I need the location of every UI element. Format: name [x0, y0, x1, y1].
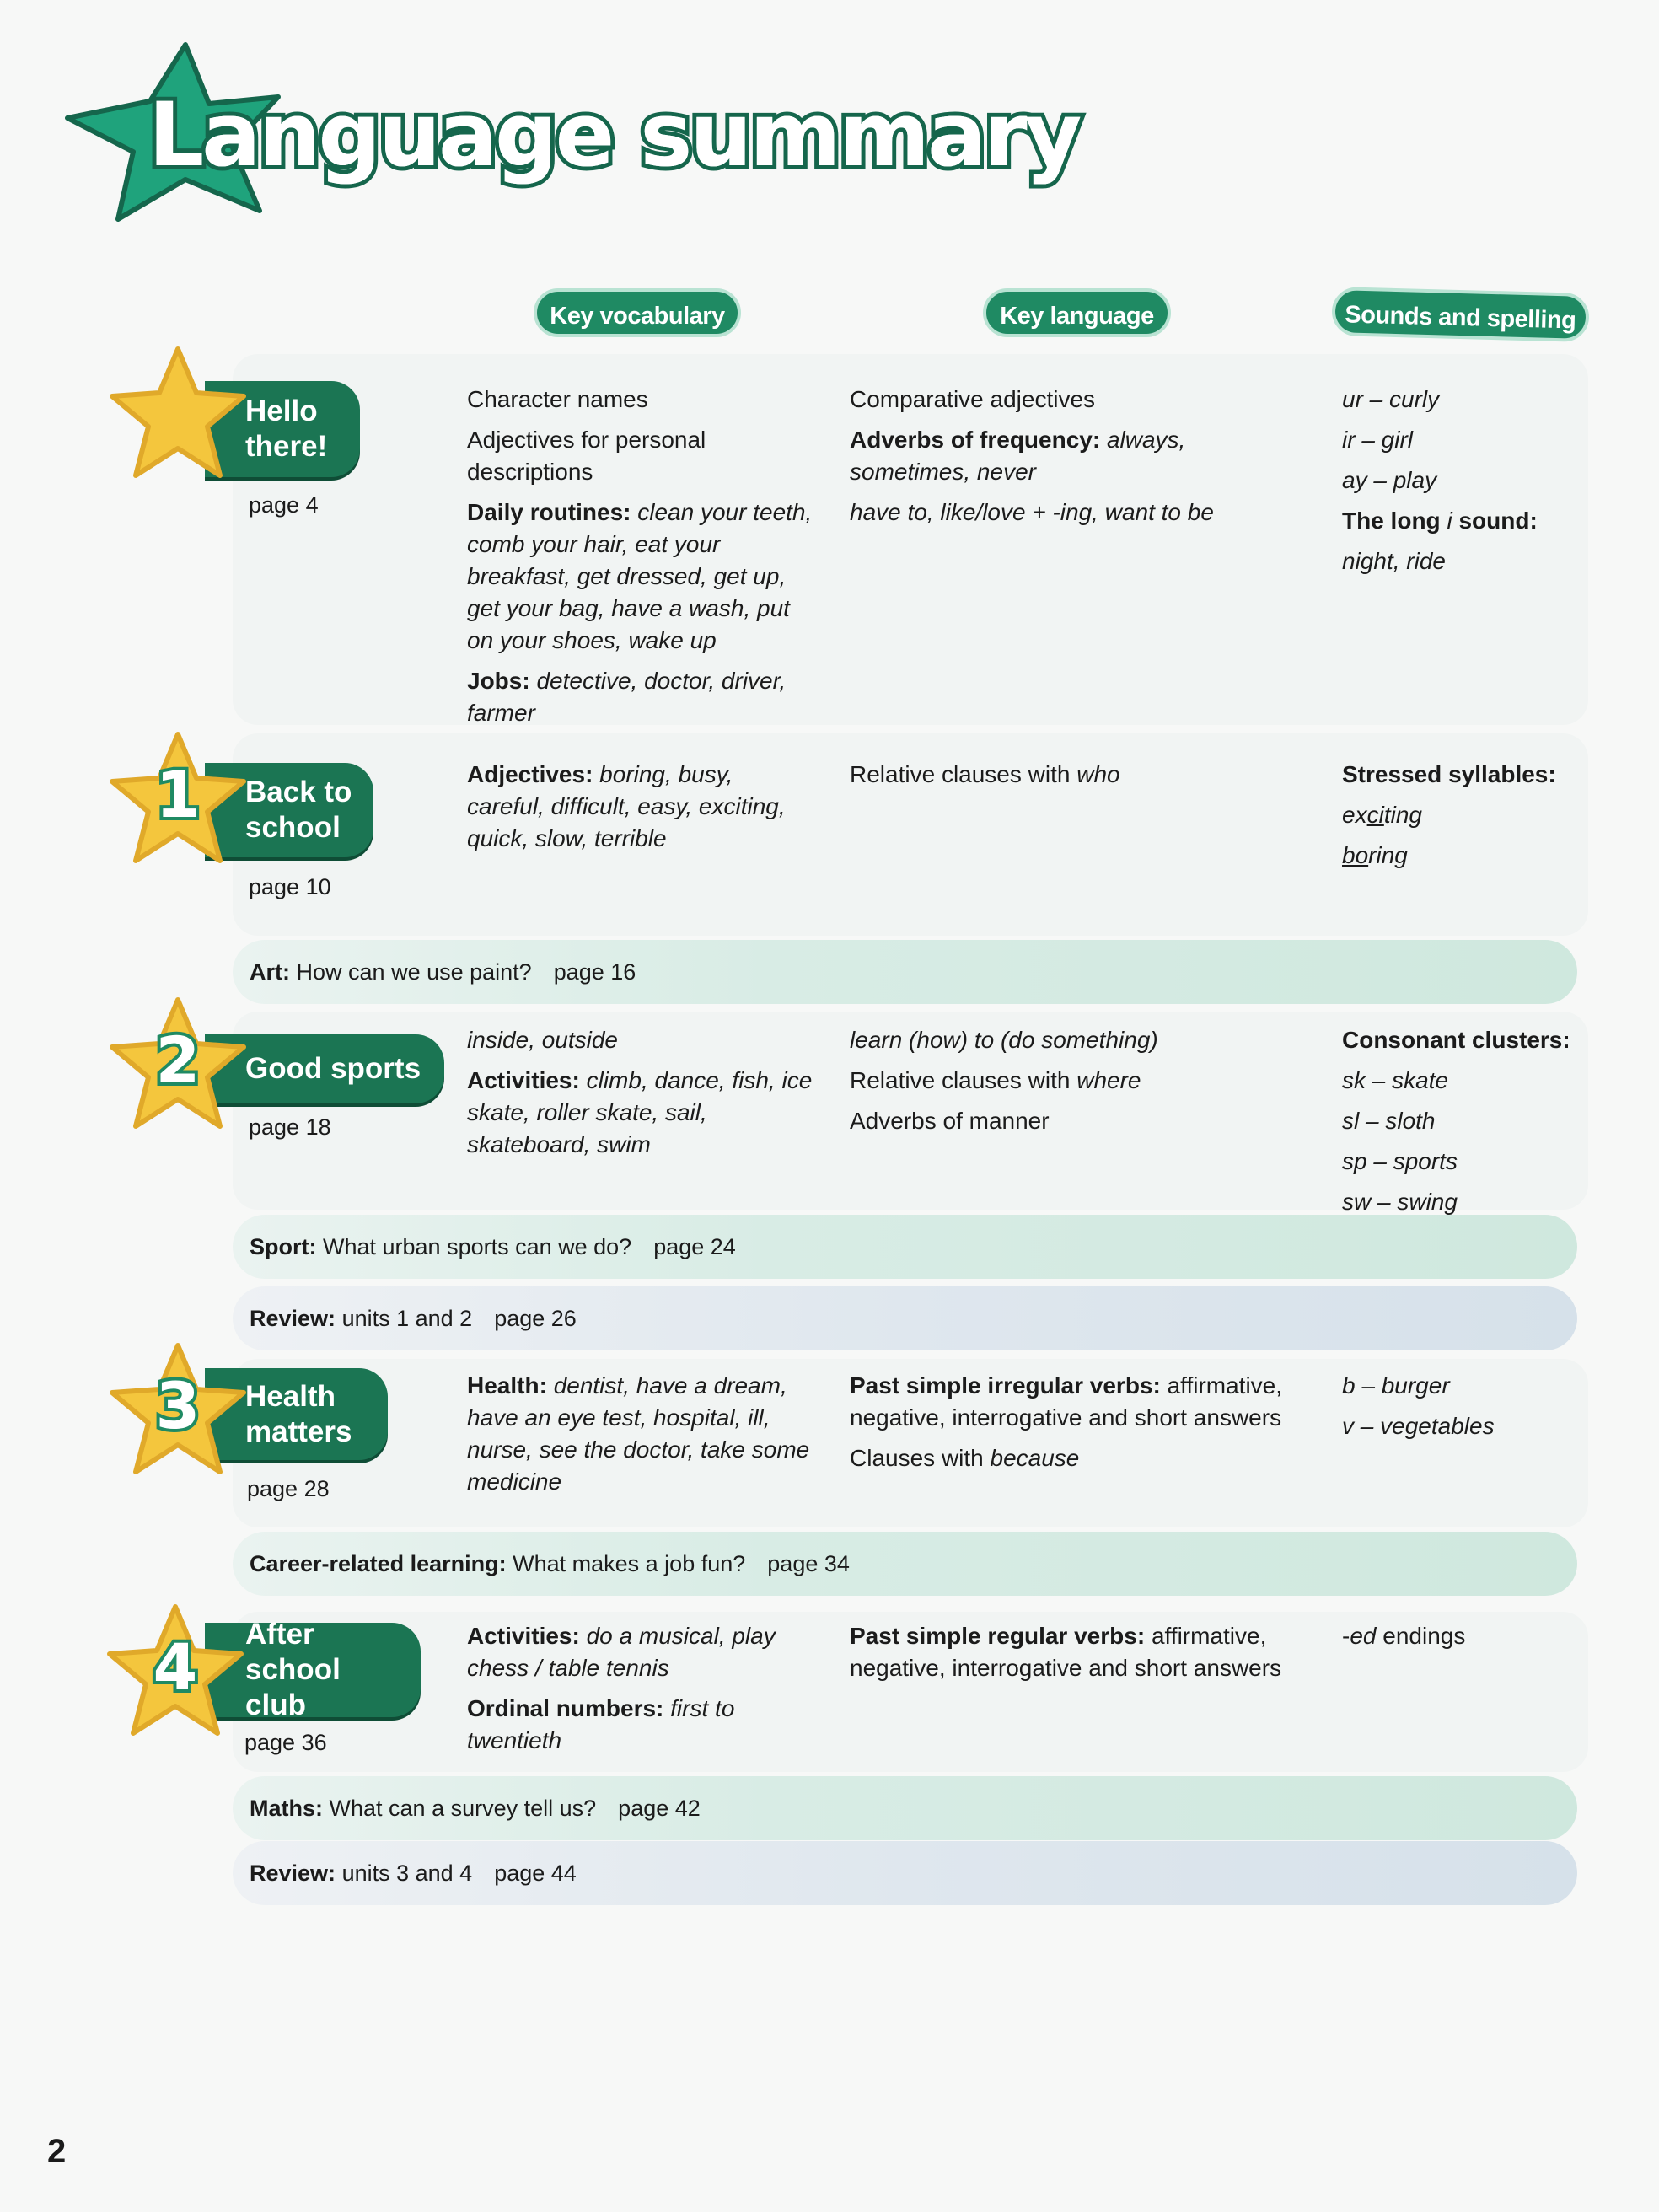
vocabulary-cell [467, 759, 813, 863]
unit-number: 3 [155, 1368, 201, 1443]
text-segment: have to, like/love + -ing, want to be [850, 499, 1214, 525]
band-page-link[interactable]: page 34 [767, 1551, 850, 1576]
column-header-key-vocabulary: Key vocabulary [534, 288, 741, 337]
text-segment: i [1447, 507, 1452, 534]
vocabulary-cell [467, 1024, 813, 1169]
vocabulary-cell [467, 1370, 813, 1506]
text-segment: ed [1350, 1623, 1377, 1649]
language-entry [850, 1024, 1305, 1056]
text-segment: Ordinal numbers: [467, 1695, 671, 1721]
sounds-entry [1342, 1410, 1587, 1442]
sounds-entry [1342, 424, 1587, 456]
vocabulary-entry [467, 424, 813, 488]
language-cell [850, 1370, 1305, 1483]
band-label: Maths: [250, 1796, 323, 1821]
text-segment: Health: [467, 1372, 554, 1399]
text-segment: Clauses with [850, 1445, 991, 1471]
band-label: Career-related learning: [250, 1551, 507, 1576]
text-segment: do a musical, play chess / table tennis [467, 1623, 776, 1681]
band-page-link[interactable]: page 26 [494, 1306, 577, 1331]
text-segment: sk – skate [1342, 1067, 1449, 1093]
band-text: What urban sports can we do? [323, 1234, 632, 1259]
sounds-entry [1342, 759, 1587, 791]
sounds-entry [1342, 384, 1587, 416]
text-segment: night, ride [1342, 548, 1446, 574]
text-segment: because [990, 1445, 1080, 1471]
unit-page-link[interactable]: page 28 [247, 1476, 330, 1501]
vocabulary-entry [467, 1024, 813, 1056]
band-text: units 1 and 2 [341, 1306, 473, 1331]
text-segment: climb, dance, fish, ice skate, roller skate, sail, skateboard, swim [467, 1067, 813, 1157]
text-segment: ur – curly [1342, 386, 1440, 412]
vocabulary-cell [467, 384, 813, 738]
text-segment: where [1076, 1067, 1141, 1093]
language-cell [850, 759, 1305, 799]
star-icon [105, 344, 250, 483]
text-segment: dentist, have a dream, have an eye test, hospital, ill, nurse, see the doctor, take some medicine [467, 1372, 810, 1495]
text-segment: v – vegetables [1342, 1413, 1495, 1439]
text-segment: Relative clauses with [850, 761, 1077, 787]
cross-curricular-band[interactable] [233, 940, 1577, 1004]
sounds-entry [1342, 545, 1587, 577]
language-cell [850, 1620, 1305, 1693]
language-entry [850, 1105, 1305, 1137]
language-entry [850, 384, 1305, 416]
sounds-entry [1342, 1186, 1587, 1218]
band-label: Review: [250, 1860, 336, 1886]
text-segment: ir – girl [1342, 427, 1414, 453]
vocabulary-entry [467, 384, 813, 416]
text-segment: Adjectives: [467, 761, 600, 787]
text-segment: Adjectives for personal descriptions [467, 427, 706, 485]
text-segment: detective, doctor, driver, farmer [467, 668, 787, 726]
text-segment: Activities: [467, 1067, 587, 1093]
unit-title-line: school club [245, 1653, 341, 1721]
language-entry [850, 1370, 1305, 1434]
unit-number: 1 [155, 757, 201, 832]
sounds-cell [1342, 1620, 1587, 1661]
language-entry [850, 1442, 1305, 1474]
band-text: units 3 and 4 [341, 1860, 473, 1886]
band-text: How can we use paint? [296, 959, 532, 985]
sounds-entry [1342, 799, 1587, 831]
text-segment: Past simple regular verbs: [850, 1623, 1152, 1649]
text-segment: Jobs: [467, 668, 537, 694]
text-segment: bo [1342, 842, 1369, 868]
text-segment: Activities: [467, 1623, 587, 1649]
text-segment: first to twentieth [467, 1695, 735, 1753]
language-entry [850, 424, 1305, 488]
band-page-link[interactable]: page 42 [618, 1796, 701, 1821]
unit-page-link[interactable]: page 18 [249, 1114, 331, 1140]
sounds-cell [1342, 1024, 1587, 1227]
band-label: Sport: [250, 1234, 317, 1259]
sounds-entry [1342, 840, 1587, 872]
text-segment: ting [1383, 802, 1422, 828]
sounds-cell [1342, 384, 1587, 586]
unit-number: 4 [153, 1629, 198, 1705]
unit-title-line: After [245, 1618, 314, 1651]
unit-page-link[interactable]: page 36 [244, 1730, 327, 1755]
unit-title-line: Health [245, 1379, 336, 1413]
unit-title-line: there! [245, 430, 328, 463]
text-segment: ci [1366, 802, 1384, 828]
cross-curricular-band[interactable] [233, 1841, 1577, 1905]
vocabulary-entry [467, 497, 813, 657]
cross-curricular-band[interactable] [233, 1286, 1577, 1350]
vocabulary-entry [467, 759, 813, 855]
text-segment: ring [1368, 842, 1408, 868]
language-entry [850, 497, 1305, 529]
band-text: What can a survey tell us? [329, 1796, 597, 1821]
cross-curricular-band[interactable] [233, 1776, 1577, 1840]
language-cell [850, 1024, 1305, 1146]
language-entry [850, 759, 1305, 791]
page-title: Language summary [148, 83, 1080, 186]
text-segment: endings [1376, 1623, 1466, 1649]
sounds-entry [1342, 1105, 1587, 1137]
cross-curricular-band[interactable] [233, 1215, 1577, 1279]
text-segment: who [1076, 761, 1120, 787]
unit-title-line: matters [245, 1415, 352, 1448]
sounds-entry [1342, 1024, 1587, 1056]
text-segment: Past simple irregular verbs: [850, 1372, 1168, 1399]
text-segment: always, sometimes, never [850, 427, 1186, 485]
text-segment: The long [1342, 507, 1447, 534]
text-segment: clean your teeth, comb your hair, eat your breakfast, get dressed, get up, get your bag, have a wash, put on your shoes, wake up [467, 499, 813, 653]
unit-title-line: Back to [245, 776, 352, 808]
text-segment: sound: [1452, 507, 1538, 534]
text-segment: Comparative adjectives [850, 386, 1096, 412]
text-segment: sl – sloth [1342, 1108, 1436, 1134]
sounds-entry [1342, 505, 1587, 537]
unit-number: 2 [155, 1023, 201, 1098]
text-segment: affirmative, negative, interrogative and short answers [850, 1372, 1283, 1431]
vocabulary-entry [467, 665, 813, 729]
vocabulary-entry [467, 1693, 813, 1757]
sounds-cell [1342, 1370, 1587, 1451]
cross-curricular-band[interactable] [233, 1532, 1577, 1596]
text-segment: ex [1342, 802, 1367, 828]
sounds-entry [1342, 464, 1587, 497]
band-page-link[interactable]: page 24 [653, 1234, 736, 1259]
text-segment: Stressed syllables: [1342, 761, 1556, 787]
text-segment: b – burger [1342, 1372, 1450, 1399]
text-segment: Character names [467, 386, 648, 412]
text-segment: sp – sports [1342, 1148, 1458, 1174]
sounds-entry [1342, 1370, 1587, 1402]
band-label: Review: [250, 1306, 336, 1331]
band-text: What makes a job fun? [513, 1551, 746, 1576]
unit-title-line: school [245, 811, 341, 844]
text-segment: ay – play [1342, 467, 1437, 493]
text-segment: learn (how) to (do something) [850, 1027, 1158, 1053]
band-page-link[interactable]: page 16 [553, 959, 636, 985]
text-segment: boring, busy, careful, difficult, easy, exciting, quick, slow, terrible [467, 761, 786, 851]
text-segment: Adverbs of manner [850, 1108, 1050, 1134]
text-segment: Consonant clusters: [1342, 1027, 1570, 1053]
unit-page-link[interactable]: page 10 [249, 874, 331, 899]
page-number: 2 [47, 2133, 67, 2170]
sounds-entry [1342, 1065, 1587, 1097]
sounds-cell [1342, 759, 1587, 880]
band-label: Art: [250, 959, 290, 985]
text-segment: affirmative, negative, interrogative and short answers [850, 1623, 1282, 1681]
band-page-link[interactable]: page 44 [494, 1860, 577, 1886]
sounds-entry [1342, 1146, 1587, 1178]
column-header-sounds-and-spelling: Sounds and spelling [1331, 287, 1589, 342]
text-segment: Relative clauses with [850, 1067, 1077, 1093]
text-segment: - [1342, 1623, 1350, 1649]
vocabulary-entry [467, 1370, 813, 1498]
vocabulary-cell [467, 1620, 813, 1765]
text-segment: Daily routines: [467, 499, 638, 525]
unit-page-link[interactable]: page 4 [249, 492, 319, 518]
text-segment: sw – swing [1342, 1189, 1458, 1215]
sounds-entry [1342, 1620, 1587, 1652]
language-cell [850, 384, 1305, 537]
vocabulary-entry [467, 1620, 813, 1684]
column-header-key-language: Key language [983, 288, 1171, 337]
vocabulary-entry [467, 1065, 813, 1161]
text-segment: Adverbs of frequency: [850, 427, 1107, 453]
text-segment: inside, outside [467, 1027, 619, 1053]
language-entry [850, 1620, 1305, 1684]
unit-title-line: Good sports [245, 1052, 421, 1085]
language-entry [850, 1065, 1305, 1097]
unit-title-line: Hello [245, 395, 318, 427]
